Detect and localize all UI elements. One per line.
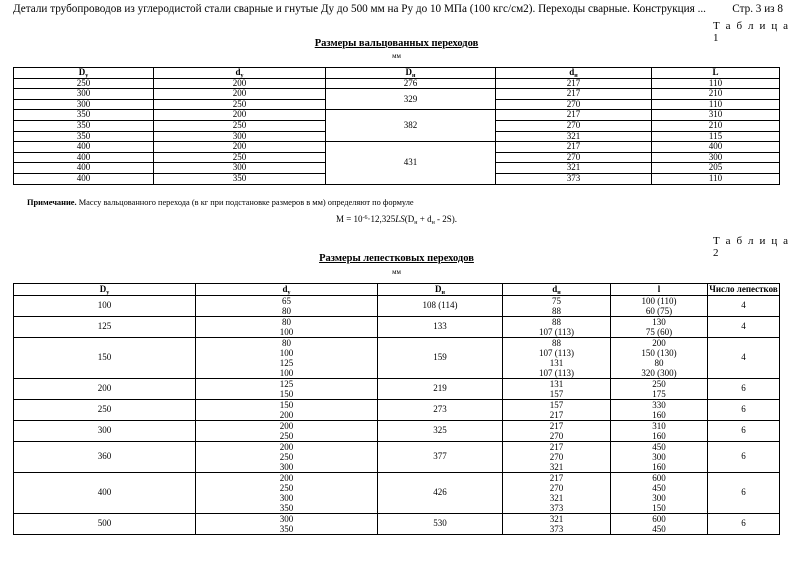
header-symbol: Число лепестков [709, 283, 778, 294]
table1-header-cell [154, 68, 326, 79]
table1-header-cell [496, 68, 652, 79]
table-cell: 350 [14, 110, 154, 121]
table-cell [503, 473, 611, 514]
cell-line: 100 [279, 368, 294, 378]
table-row [14, 400, 780, 421]
table-cell: 115 [652, 131, 780, 142]
cell-line: 330 [652, 400, 666, 410]
table-cell: 6 [708, 379, 780, 400]
table-cell: 219 [378, 379, 503, 400]
cell-line: 321 [549, 493, 564, 503]
cell-line: 150 (130) [641, 348, 677, 358]
header-symbol: d [569, 67, 575, 78]
table-cell [611, 473, 708, 514]
table-cell: 300 [154, 131, 326, 142]
header-symbol: D [99, 283, 107, 294]
header-symbol: D [405, 67, 413, 78]
table-cell [196, 514, 378, 535]
cell-line: 125 [279, 358, 294, 368]
table1-header-cell [14, 68, 154, 79]
table1-unit: мм [392, 52, 401, 60]
table-cell [196, 442, 378, 473]
cell-line: 450 [652, 442, 666, 452]
table-cell: 300 [14, 89, 154, 100]
table-cell: 400 [14, 142, 154, 153]
cell-line: 60 (75) [645, 306, 673, 316]
cell-line: 65 [282, 296, 291, 306]
table-cell: 6 [708, 442, 780, 473]
cell-line: 373 [549, 524, 564, 534]
table-cell [611, 379, 708, 400]
table-cell [196, 473, 378, 514]
cell-line: 600 [652, 473, 666, 483]
table1-title: Размеры вальцованных переходов [314, 38, 479, 49]
table2-header-row [14, 284, 780, 296]
table-cell [196, 421, 378, 442]
table-cell: 133 [378, 317, 503, 338]
cell-line: 100 [279, 327, 294, 337]
table-cell: 310 [652, 110, 780, 121]
table-cell: 210 [652, 89, 780, 100]
cell-line: 270 [549, 452, 564, 462]
table-cell: 4 [708, 317, 780, 338]
table-cell: 125 [14, 317, 196, 338]
cell-line: 88 [552, 306, 561, 316]
header-symbol: D [78, 67, 86, 78]
header-symbol: L [712, 67, 719, 78]
cell-line: 320 (300) [641, 368, 677, 378]
cell-line: 270 [549, 431, 564, 441]
table2-title: Размеры лепестковых переходов [319, 253, 474, 264]
table1-header-cell [652, 68, 780, 79]
table-row [14, 421, 780, 442]
cell-line: 80 [654, 358, 664, 368]
table-cell: 530 [378, 514, 503, 535]
table-cell: 217 [496, 142, 652, 153]
table-cell: 200 [154, 89, 326, 100]
table-cell: 382 [326, 110, 496, 142]
table-cell [503, 296, 611, 317]
cell-line: 160 [652, 410, 666, 420]
table-cell: 431 [326, 142, 496, 184]
table-cell: 217 [496, 110, 652, 121]
table-cell: 321 [496, 131, 652, 142]
cell-line: 217 [549, 473, 564, 483]
table-cell [611, 400, 708, 421]
cell-line: 157 [549, 389, 564, 399]
cell-line: 175 [652, 389, 666, 399]
table-cell: 6 [708, 514, 780, 535]
table-row [14, 296, 780, 317]
header-subscript: н [441, 289, 445, 296]
table2-header-cell [708, 284, 780, 296]
table-cell: 250 [154, 120, 326, 131]
table-row [14, 514, 780, 535]
cell-line: 80 [282, 306, 291, 316]
table-cell: 159 [378, 338, 503, 379]
note-label: Примечание. [27, 198, 77, 207]
table-row [14, 338, 780, 379]
table-cell: 300 [14, 99, 154, 110]
table-cell [611, 338, 708, 379]
cell-line: 350 [279, 503, 294, 513]
table2-header-cell [503, 284, 611, 296]
table-row [14, 110, 780, 121]
table-cell [503, 421, 611, 442]
table-cell: 200 [14, 379, 196, 400]
table-cell: 270 [496, 120, 652, 131]
header-symbol: D [435, 283, 442, 294]
table-row [14, 473, 780, 514]
note-text: Массу вальцованного перехода (в кг при подстановке размеров в мм) определяют по формуле [76, 198, 414, 207]
table-cell [196, 379, 378, 400]
header-subscript: н [574, 73, 578, 80]
cell-line: 107 (113) [539, 348, 574, 358]
table1-header-cell [326, 68, 496, 79]
cell-line: 107 (113) [539, 368, 574, 378]
table-cell [611, 317, 708, 338]
table2-header-cell [14, 284, 196, 296]
header-symbol: l [657, 283, 661, 294]
table-row [14, 89, 780, 100]
table-cell [196, 296, 378, 317]
table-cell: 400 [652, 142, 780, 153]
cell-line: 150 [652, 503, 666, 513]
header-subscript: у [106, 289, 110, 296]
table-cell: 426 [378, 473, 503, 514]
header-symbol: d [235, 67, 241, 78]
table-cell [503, 317, 611, 338]
table2-unit: мм [392, 268, 401, 276]
cell-line: 80 [282, 317, 291, 327]
table-cell: 150 [14, 338, 196, 379]
table-cell: 300 [652, 152, 780, 163]
table-cell [611, 421, 708, 442]
header-symbol: d [552, 283, 558, 294]
table-cell: 350 [14, 131, 154, 142]
cell-line: 321 [549, 462, 564, 472]
cell-line: 250 [279, 483, 294, 493]
table-cell [196, 400, 378, 421]
rolled-transitions-table [13, 67, 780, 185]
cell-line: 217 [549, 410, 564, 420]
table-cell: 300 [154, 163, 326, 174]
table-cell: 273 [378, 400, 503, 421]
table-cell: 300 [14, 421, 196, 442]
table-cell [503, 442, 611, 473]
cell-line: 300 [652, 493, 666, 503]
table-cell: 250 [14, 400, 196, 421]
cell-line: 321 [549, 514, 564, 524]
cell-line: 75 (60) [645, 327, 673, 337]
cell-line: 300 [652, 452, 666, 462]
table-cell [503, 379, 611, 400]
cell-line: 200 [279, 410, 294, 420]
cell-line: 600 [652, 514, 666, 524]
cell-line: 217 [549, 442, 564, 452]
table1-note [27, 198, 414, 207]
cell-line: 160 [652, 462, 666, 472]
header-subscript: н [412, 73, 416, 80]
table-cell: 250 [14, 78, 154, 89]
header-symbol: d [282, 283, 288, 294]
cell-line: 131 [549, 379, 564, 389]
header-subscript: у [287, 289, 291, 296]
petal-transitions-table [13, 283, 780, 535]
page-number: Стр. 3 из 8 [732, 3, 783, 15]
cell-line: 150 [279, 389, 294, 399]
table2-header-cell [611, 284, 708, 296]
table-cell: 400 [14, 163, 154, 174]
header-subscript: у [85, 73, 89, 80]
table-cell [611, 442, 708, 473]
table-cell: 110 [652, 173, 780, 184]
cell-line: 75 [552, 296, 561, 306]
table-cell: 325 [378, 421, 503, 442]
table-cell [196, 317, 378, 338]
cell-line: 200 [652, 338, 666, 348]
cell-line: 373 [549, 503, 564, 513]
cell-line: 200 [279, 442, 294, 452]
table-cell: 200 [154, 142, 326, 153]
cell-line: 100 [279, 348, 294, 358]
cell-line: 107 (113) [539, 327, 574, 337]
table-row [14, 442, 780, 473]
table-cell: 400 [14, 173, 154, 184]
table-cell: 360 [14, 442, 196, 473]
table-cell: 217 [496, 89, 652, 100]
table-cell: 270 [496, 99, 652, 110]
table-row [14, 379, 780, 400]
cell-line: 130 [652, 317, 666, 327]
table-cell: 205 [652, 163, 780, 174]
table-row [14, 78, 780, 89]
table-row [14, 317, 780, 338]
cell-line: 80 [282, 338, 291, 348]
table2-header-cell [378, 284, 503, 296]
cell-line: 88 [552, 338, 561, 348]
table-cell: 4 [708, 338, 780, 379]
cell-line: 200 [279, 473, 294, 483]
cell-line: 270 [549, 483, 564, 493]
table-cell: 6 [708, 473, 780, 514]
cell-line: 250 [279, 452, 294, 462]
table-cell [196, 338, 378, 379]
table-cell: 6 [708, 400, 780, 421]
cell-line: 88 [552, 317, 561, 327]
page-header [13, 3, 783, 15]
cell-line: 150 [279, 400, 294, 410]
cell-line: 250 [279, 431, 294, 441]
table-cell: 321 [496, 163, 652, 174]
table-cell: 350 [154, 173, 326, 184]
cell-line: 131 [549, 358, 564, 368]
table-cell: 373 [496, 173, 652, 184]
table-cell [611, 296, 708, 317]
table-cell: 200 [154, 78, 326, 89]
table-cell: 4 [708, 296, 780, 317]
header-subscript: у [240, 73, 244, 80]
table-cell: 377 [378, 442, 503, 473]
table-cell: 100 [14, 296, 196, 317]
table-row [14, 142, 780, 153]
cell-line: 350 [279, 524, 294, 534]
cell-line: 450 [652, 483, 666, 493]
cell-line: 200 [279, 421, 294, 431]
cell-line: 300 [279, 493, 294, 503]
table-cell: 217 [496, 78, 652, 89]
mass-formula: $M = 10^{-6}\cdot 12,325LS(D_н + d_н - 2S)$. [335, 214, 458, 226]
header-subscript: н [557, 289, 561, 296]
table-cell: 350 [14, 120, 154, 131]
cell-line: 310 [652, 421, 666, 431]
cell-line: 125 [279, 379, 294, 389]
table2-header-cell [196, 284, 378, 296]
table-cell: 400 [14, 152, 154, 163]
table-cell: 270 [496, 152, 652, 163]
table1-label: Т а б л и ц а 1 [713, 20, 790, 44]
table-cell: 400 [14, 473, 196, 514]
table-cell [503, 514, 611, 535]
table-cell: 108 (114) [378, 296, 503, 317]
table-cell: 500 [14, 514, 196, 535]
document-title: Детали трубопроводов из углеродистой стали сварные и гнутые Ду до 500 мм на Ру до 10 МПа (100 кгс/см2). Переходы сварные. Конструкция ... [13, 3, 706, 15]
cell-line: 300 [279, 514, 294, 524]
cell-line: 160 [652, 431, 666, 441]
cell-line: 300 [279, 462, 294, 472]
table-cell [611, 514, 708, 535]
cell-line: 217 [549, 421, 564, 431]
table-cell [503, 400, 611, 421]
table-cell: 329 [326, 89, 496, 110]
table2-label: Т а б л и ц а 2 [713, 235, 790, 259]
table-cell: 110 [652, 99, 780, 110]
cell-line: 450 [652, 524, 666, 534]
cell-line: 100 (110) [641, 296, 677, 306]
table-cell: 110 [652, 78, 780, 89]
table1-header-row [14, 68, 780, 79]
table-cell: 276 [326, 78, 496, 89]
table-cell: 250 [154, 152, 326, 163]
table-cell: 250 [154, 99, 326, 110]
table-cell [503, 338, 611, 379]
table-cell: 6 [708, 421, 780, 442]
cell-line: 250 [652, 379, 666, 389]
cell-line: 157 [549, 400, 564, 410]
table-cell: 210 [652, 120, 780, 131]
table-cell: 200 [154, 110, 326, 121]
